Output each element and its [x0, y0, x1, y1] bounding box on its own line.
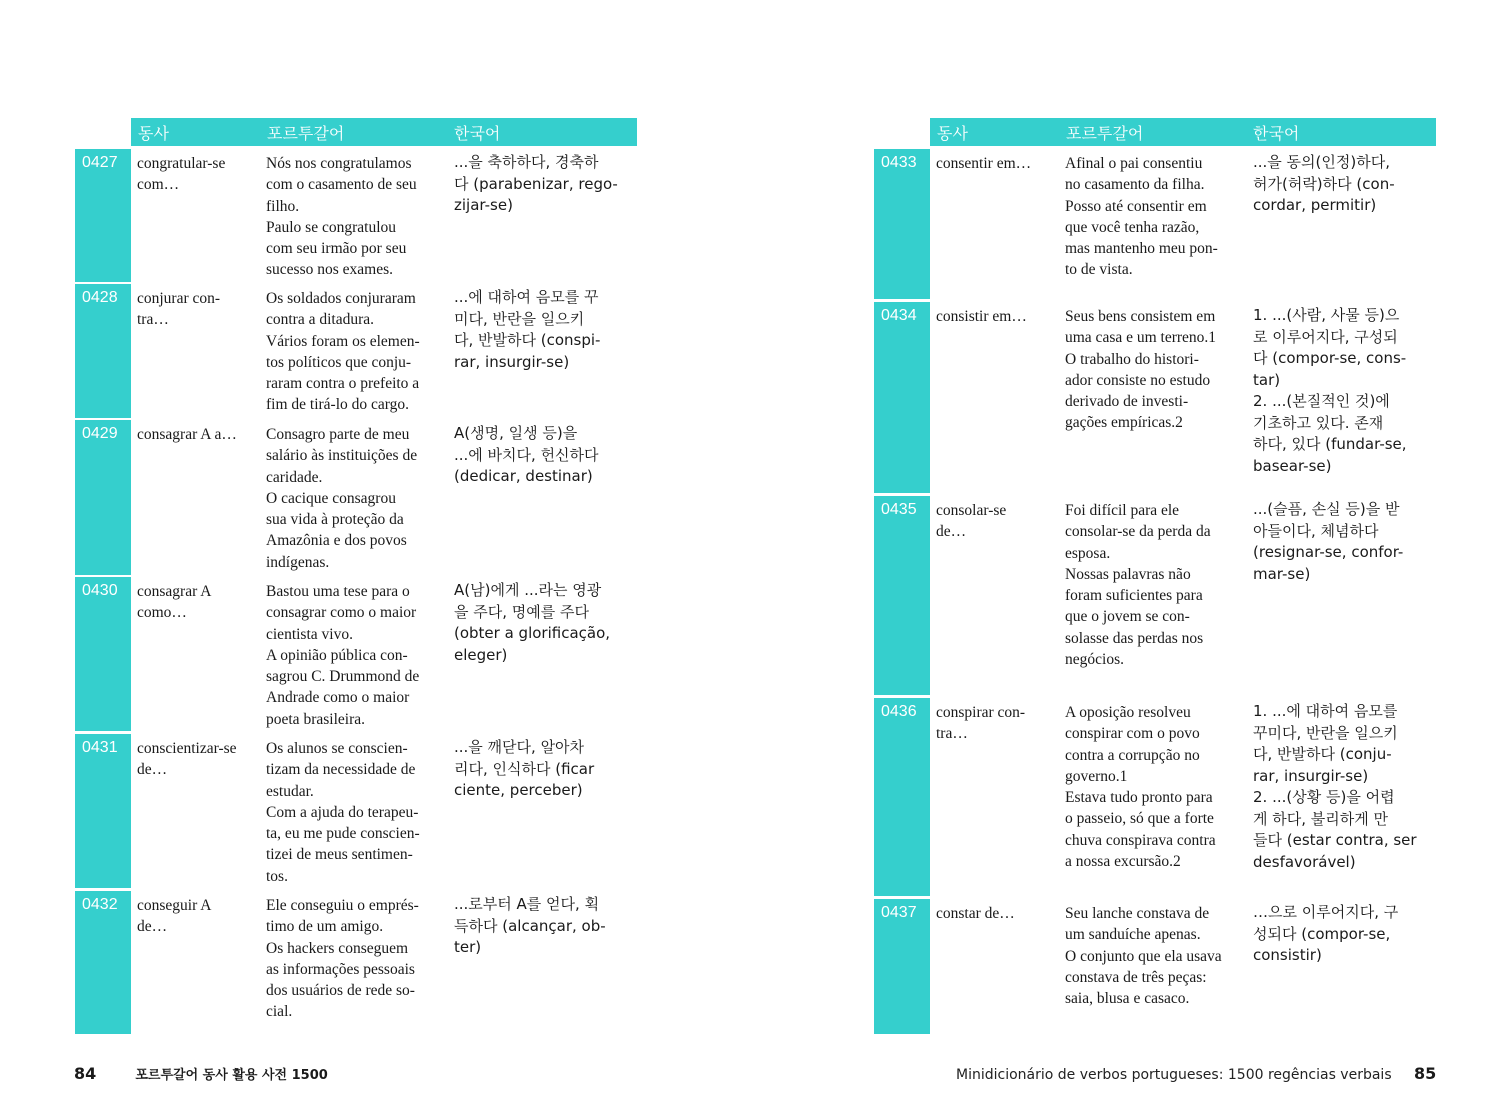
header-portuguese: 포르투갈어: [1066, 124, 1144, 143]
entry-verb: conspirar con- tra…: [936, 704, 1026, 743]
table-header: [131, 118, 637, 146]
right-page: [756, 0, 1512, 1111]
entry-verb: conseguir A de…: [137, 897, 212, 936]
entry-korean: ...을 깨닫다, 알아차 리다, 인식하다 (ficar ciente, perceber): [454, 738, 595, 799]
header-korean: 한국어: [1253, 124, 1300, 143]
entry-example: Seu lanche constava de um sanduíche apenas. O conjunto que ela usava constava de três peças: saia, blusa e casaco.: [1065, 905, 1222, 1008]
entry-verb: conscientizar-se de…: [137, 740, 237, 779]
entry-number-bar: [874, 149, 930, 299]
entry-example: Foi difícil para ele consolar-se da perda da esposa. Nossas palavras não foram suficientes para que o jovem se con- solasse das perdas nos negócios.: [1065, 502, 1211, 669]
entry-verb: conjurar con- tra…: [137, 290, 221, 329]
entry-number: 0434: [881, 307, 917, 324]
entry-korean: ...로부터 A를 얻다, 획 득하다 (alcançar, ob- ter): [454, 895, 606, 956]
entry-number: 0436: [881, 703, 917, 720]
entry-row: [874, 698, 1436, 896]
entry-number-bar: [874, 899, 930, 1034]
entry-example: Afinal o pai consentiu no casamento da filha. Posso até consentir em que você tenha razão, mas mantenho meu pon- to de vista.: [1065, 155, 1218, 279]
entry-korean: …으로 이루어지다, 구 성되다 (compor-se, consistir): [1253, 903, 1399, 964]
entry-korean: ...을 동의(인정)하다, 허가(허락)하다 (con- cordar, permitir): [1253, 153, 1395, 214]
entry-verb: consagrar A a…: [137, 426, 237, 443]
entry-verb: congratular-se com…: [137, 155, 226, 194]
page-footer: [74, 1064, 328, 1083]
entry-example: A oposição resolveu conspirar com o povo contra a corrupção no governo.1 Estava tudo pronto para o passeio, só que a forte chuva conspirava contra a nossa excursão.2: [1065, 704, 1216, 871]
entry-korean: ...(슬픔, 손실 등)을 받 아들이다, 체념하다 (resignar-se, confor- mar-se): [1253, 500, 1404, 583]
entry-row: [874, 302, 1436, 493]
entry-number: 0431: [82, 739, 118, 756]
entry-row: [75, 891, 637, 1034]
header-verb: 동사: [937, 124, 968, 143]
page-number: 84: [74, 1064, 97, 1083]
entry-number: 0430: [82, 582, 118, 599]
entry-korean: A(남)에게 ...라는 영광 을 주다, 명예를 주다 (obter a glorificação, eleger): [454, 581, 611, 664]
entry-number: 0429: [82, 425, 118, 442]
entry-row: [75, 420, 637, 575]
entry-number: 0432: [82, 896, 118, 913]
entry-number: 0433: [881, 154, 917, 171]
entry-verb: consagrar A como…: [137, 583, 212, 622]
entry-row: [874, 899, 1436, 1034]
table-header: [930, 118, 1436, 146]
entry-number: 0427: [82, 154, 118, 171]
entry-number-bar: [75, 891, 131, 1034]
entry-number: 0437: [881, 904, 917, 921]
entry-number-bar: [75, 577, 131, 731]
entry-number-bar: [75, 149, 131, 282]
entry-row: [874, 149, 1436, 299]
entry-row: [75, 149, 637, 282]
entry-example: Seus bens consistem em uma casa e um terreno.1 O trabalho do histori- ador consiste no estudo derivado de investi- gações empíricas.2: [1065, 308, 1217, 432]
entry-korean: 1. ...에 대하여 음모를 꾸미다, 반란을 일으키 다, 반발하다 (conju- rar, insurgir-se) 2. ...(상황 등)을 어렵 게 하다, 불리하게 만 들다 (estar contra, ser desfavorável): [1253, 702, 1417, 871]
entry-number-bar: [874, 302, 930, 493]
entry-korean: ...에 대하여 음모를 꾸 미다, 반란을 일으키 다, 반발하다 (conspi- rar, insurgir-se): [454, 288, 601, 371]
page-footer: [956, 1064, 1392, 1083]
entry-verb: consistir em…: [936, 308, 1027, 325]
entry-example: Consagro parte de meu salário às instituições de caridade. O cacique consagrou sua vida à proteção da Amazônia e dos povos indígenas.: [266, 426, 418, 571]
entry-row: [75, 734, 637, 888]
entry-number: 0428: [82, 289, 118, 306]
book-title: Minidicionário de verbos portugueses: 1500 regências verbais: [956, 1067, 1392, 1083]
entry-verb: constar de…: [936, 905, 1015, 922]
header-portuguese: 포르투갈어: [267, 124, 345, 143]
header-verb: 동사: [138, 124, 169, 143]
book-title: 포르투갈어 동사 활용 사전 1500: [135, 1068, 328, 1083]
entry-number: 0435: [881, 501, 917, 518]
entry-example: Bastou uma tese para o consagrar como o maior cientista vivo. A opinião pública con- sagrou C. Drummond de Andrade como o maior poeta brasileira.: [266, 583, 420, 728]
entry-number-bar: [874, 496, 930, 695]
entry-row: [874, 496, 1436, 695]
entry-korean: ...을 축하하다, 경축하 다 (parabenizar, rego- zijar-se): [454, 153, 618, 214]
entry-verb: consolar-se de…: [936, 502, 1007, 541]
entry-example: Os alunos se conscien- tizam da necessidade de estudar. Com a ajuda do terapeu- ta, eu me pude conscien- tizei de meus sentimen- tos.: [266, 740, 420, 885]
entry-number-bar: [75, 734, 131, 888]
entry-row: [75, 284, 637, 418]
entry-korean: A(생명, 일생 등)을 ...에 바치다, 헌신하다 (dedicar, destinar): [454, 424, 599, 485]
entry-number-bar: [75, 284, 131, 418]
entry-example: Ele conseguiu o emprés- timo de um amigo. Os hackers conseguem as informações pessoais dos usuários de rede so- cial.: [266, 897, 419, 1021]
entry-korean: 1. ...(사람, 사물 등)으 로 이루어지다, 구성되 다 (compor-se, cons- tar) 2. ...(본질적인 것)에 기초하고 있다. 존재 하다, 있다 (fundar-se, basear-se): [1253, 306, 1407, 475]
header-korean: 한국어: [454, 124, 501, 143]
entry-row: [75, 577, 637, 731]
entry-verb: consentir em…: [936, 155, 1032, 172]
page-number: 85: [1414, 1064, 1437, 1083]
entry-example: Nós nos congratulamos com o casamento de seu filho. Paulo se congratulou com seu irmão por seu sucesso nos exames.: [266, 155, 417, 279]
entry-number-bar: [874, 698, 930, 896]
entry-number-bar: [75, 420, 131, 575]
page-number-wrap: [1414, 1064, 1436, 1083]
entry-example: Os soldados conjuraram contra a ditadura. Vários foram os elemen- tos políticos que conju- raram contra o prefeito a fim de tirá-lo do cargo.: [266, 290, 420, 414]
